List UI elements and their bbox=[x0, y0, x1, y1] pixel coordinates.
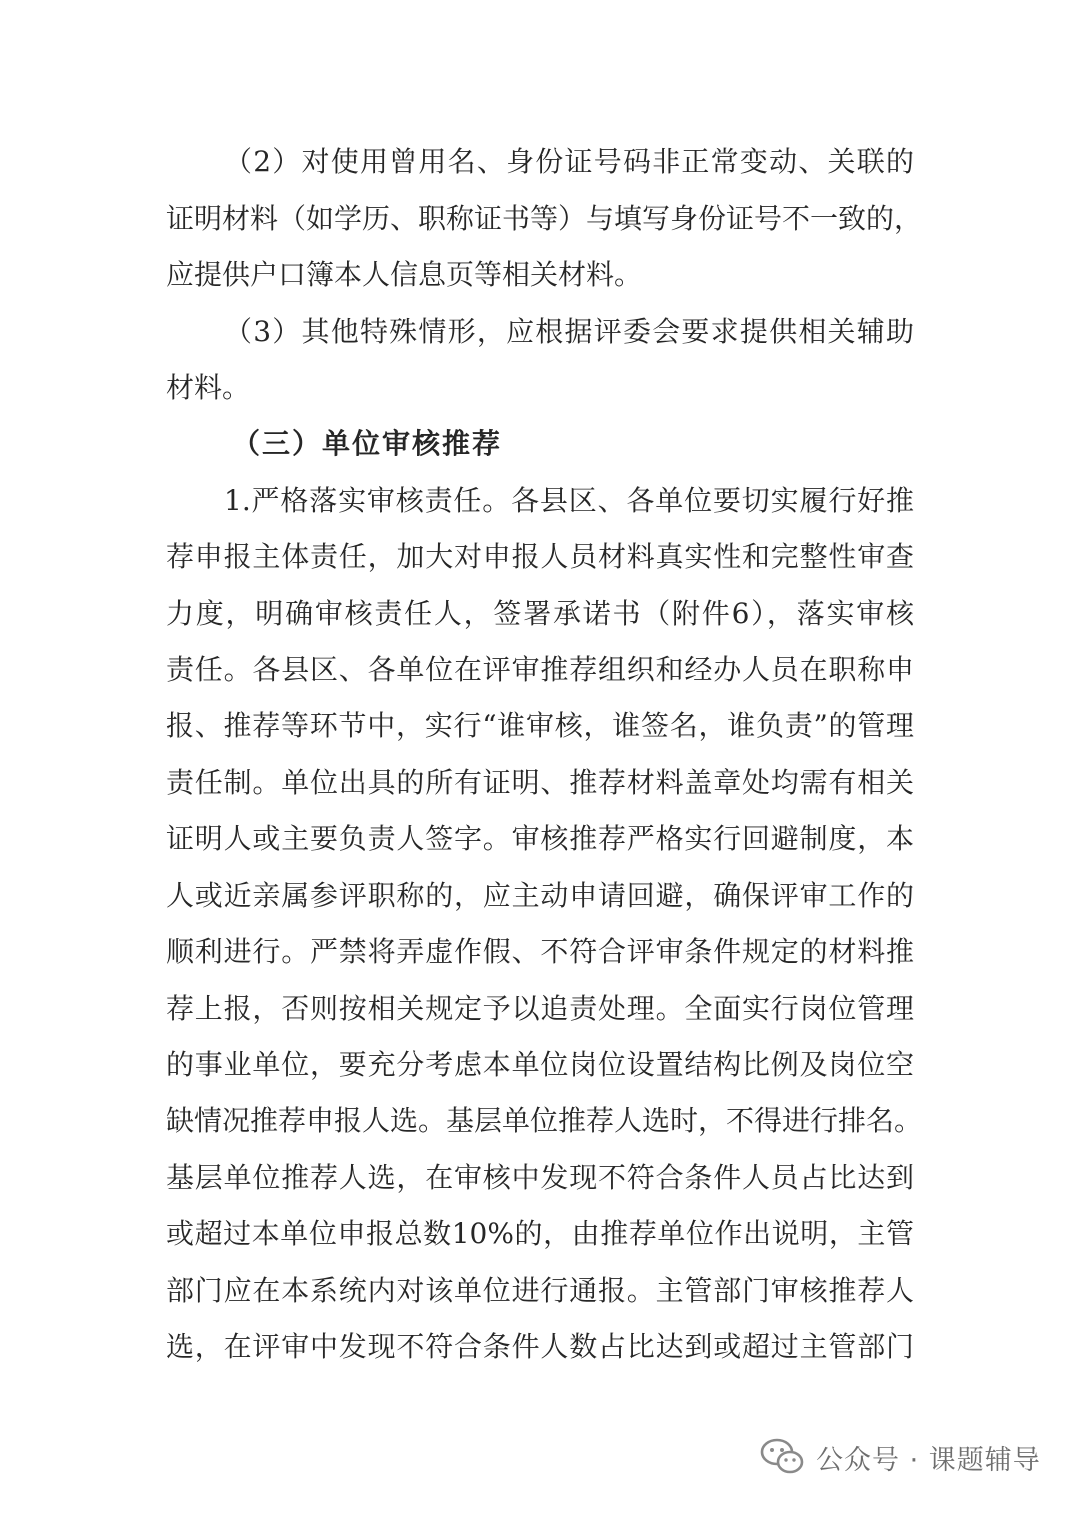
body-line-16: 选，在评审中发现不符合条件人数占比达到或超过主管部门 bbox=[166, 1330, 914, 1363]
body-line-11: 的事业单位，要充分考虑本单位岗位设置结构比例及岗位空 bbox=[166, 1048, 914, 1081]
watermark-text: 公众号 · 课题辅导 bbox=[816, 1444, 1041, 1476]
paragraph-2-line-2: 证明材料（如学历、职称证书等）与填写身份证号不一致的， bbox=[166, 202, 923, 235]
wechat-icon bbox=[760, 1437, 806, 1477]
body-line-6: 责任制。单位出具的所有证明、推荐材料盖章处均需有相关 bbox=[166, 766, 914, 799]
paragraph-2-line-3: 应提供户口簿本人信息页等相关材料。 bbox=[166, 258, 643, 291]
body-line-2: 荐申报主体责任，加大对申报人员材料真实性和完整性审查 bbox=[166, 540, 914, 573]
body-line-15: 部门应在本系统内对该单位进行通报。主管部门审核推荐人 bbox=[166, 1274, 914, 1307]
body-line-8: 人或近亲属参评职称的，应主动申请回避，确保评审工作的 bbox=[166, 879, 914, 912]
paragraph-3-line-1: （3）其他特殊情形，应根据评委会要求提供相关辅助 bbox=[224, 315, 914, 348]
body-line-7: 证明人或主要负责人签字。审核推荐严格实行回避制度，本 bbox=[166, 822, 914, 855]
body-line-14: 或超过本单位申报总数10%的，由推荐单位作出说明，主管 bbox=[166, 1217, 914, 1250]
wechat-watermark bbox=[760, 1432, 1041, 1482]
paragraph-2-line-1: （2）对使用曾用名、身份证号码非正常变动、关联的 bbox=[224, 145, 914, 178]
paragraph-3-line-2: 材料。 bbox=[166, 371, 251, 404]
body-line-9: 顺利进行。严禁将弄虚作假、不符合评审条件规定的材料推 bbox=[166, 935, 914, 968]
body-line-5: 报、推荐等环节中，实行“谁审核，谁签名，谁负责”的管理 bbox=[166, 709, 914, 742]
body-line-13: 基层单位推荐人选，在审核中发现不符合条件人员占比达到 bbox=[166, 1161, 914, 1194]
body-line-1: 1.严格落实审核责任。各县区、各单位要切实履行好推 bbox=[224, 484, 914, 517]
body-line-12: 缺情况推荐申报人选。基层单位推荐人选时，不得进行排名。 bbox=[166, 1104, 923, 1137]
body-line-10: 荐上报，否则按相关规定予以追责处理。全面实行岗位管理 bbox=[166, 992, 914, 1025]
section-heading: （三）单位审核推荐 bbox=[232, 427, 503, 460]
body-line-3: 力度，明确审核责任人，签署承诺书（附件6），落实审核 bbox=[166, 597, 914, 630]
body-line-4: 责任。各县区、各单位在评审推荐组织和经办人员在职称申 bbox=[166, 653, 914, 686]
